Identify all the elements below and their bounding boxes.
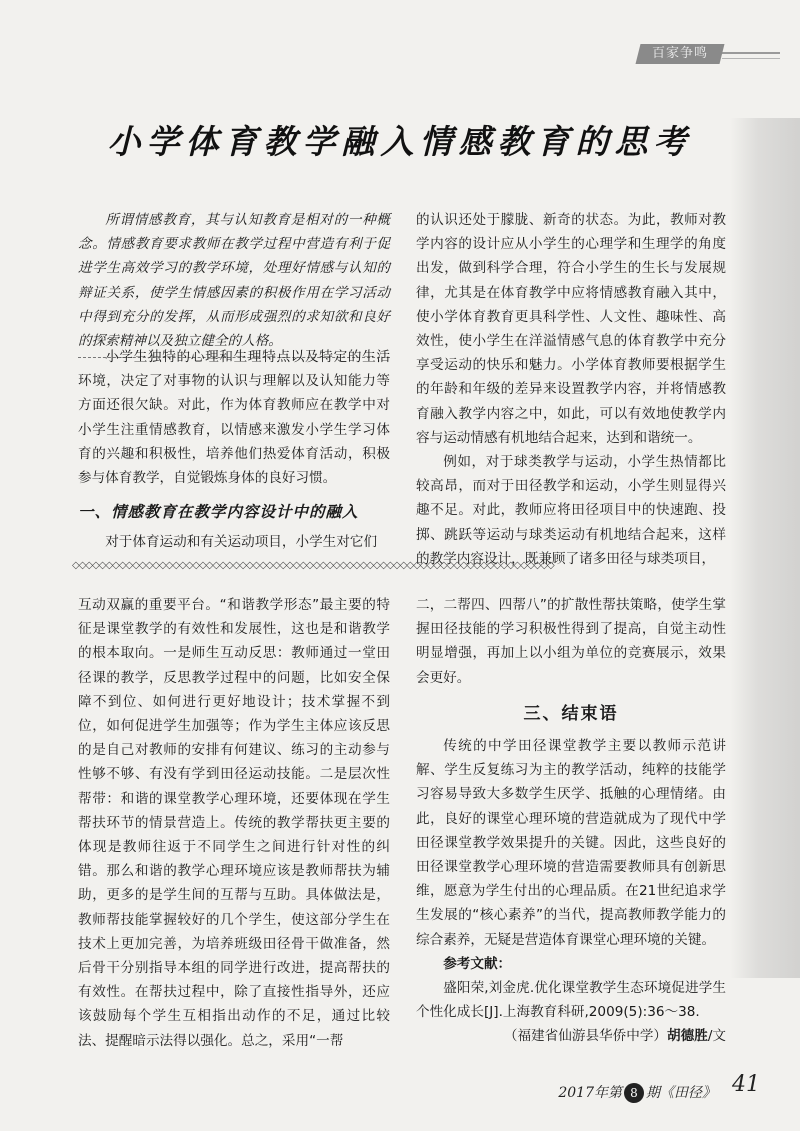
section-1-paragraph: 对于体育运动和有关运动项目，小学生对它们 <box>105 534 378 551</box>
page-number: 41 <box>732 1072 760 1097</box>
right-top-paragraph-1: 的认识还处于朦胧、新奇的状态。为此，教师对教学内容的设计应从小学生的心理学和生理学的角度出发，做到科学合理，符合小学生的生长与发展规律，尤其是在体育教学中应将情感教育融入其中，使小学体育教育更具科学性、人文性、趣味性、高效性，使小学生在洋溢情感气息的体育教学中充分享受运动的快乐和魅力。小学体育教师要根据学生的年龄和年级的差异来设置教学内容，并将情感教育融入教学内容之中，如此，可以有效地使教学内容与运动情感有机地结合起来，达到和谐统一。 <box>416 212 726 446</box>
issue-number-badge: 8 <box>624 1083 644 1103</box>
left-column-top <box>78 208 390 364</box>
right-column-bottom <box>416 593 726 1049</box>
right-bottom-paragraph-1: 二，二帮四、四帮八”的扩散性帮扶策略，使学生掌握田径技能的学习积极性得到了提高，自觉主动性明显增强，再加上以小组为单位的竞赛展示，效果会更好。 <box>416 597 726 686</box>
conclusion-paragraph: 传统的中学田径课堂教学主要以教师示范讲解、学生反复练习为主的教学活动，纯粹的技能学习容易导致大多数学生厌学、抵触的心理情绪。由此，良好的课堂心理环境的营造就成为了现代中学田径课堂教学效果提升的关键。因此，这些良好的田径课堂教学心理环境的营造需要教师具有创新思维，愿意为学生付出的心理品质。在21世纪追求学生发展的“核心素养”的当代，提高教师教学能力的综合素养，无疑是营造体育课堂心理环境的关键。 <box>416 738 726 948</box>
reference-item: 盛阳荣,刘金虎.优化课堂教学生态环境促进学生个性化成长[J].上海教育科研,2009(5):36～38. <box>416 980 726 1021</box>
author-suffix: /文 <box>707 1028 726 1045</box>
right-column-top <box>416 208 726 571</box>
abstract-paragraph: 所谓情感教育，其与认知教育是相对的一种概念。情感教育要求教师在教学过程中营造有利于促进学生高效学习的教学环境，处理好情感与认知的辩证关系，使学生情感因素的积极作用在学习活动中得到充分的发挥，从而形成强烈的求知欲和良好的探索精神以及独立健全的人格。 <box>78 212 390 350</box>
conclusion-heading: 三、结束语 <box>523 703 619 724</box>
diamond-divider: ◇◇◇◇◇◇◇◇◇◇◇◇◇◇◇◇◇◇◇◇◇◇◇◇◇◇◇◇◇◇◇◇◇◇◇◇◇◇◇◇◇◇◇◇◇◇◇◇◇◇◇◇◇◇◇◇◇◇◇◇◇◇◇◇◇◇◇◇◇◇◇◇ <box>72 561 554 571</box>
references-heading: 参考文献： <box>443 955 512 972</box>
intro-paragraph: 小学生独特的心理和生理特点以及特定的生活环境，决定了对事物的认识与理解以及认知能力等方面还很欠缺。对此，作为体育教师应在教学中对小学生注重情感教育，以情感来激发小学生学习体育的兴趣和积极性，培养他们热爱体育活动，积极参与体育教学，自觉锻炼身体的良好习惯。 <box>78 349 390 487</box>
article-title: 小学体育教学融入情感教育的思考 <box>107 122 693 161</box>
journal-issue-line <box>558 1082 716 1103</box>
issue-year: 2017年第 <box>558 1085 622 1101</box>
header-rule <box>722 52 780 59</box>
section-1-heading: 一、情感教育在教学内容设计中的融入 <box>78 502 359 522</box>
journal-name: 期《田径》 <box>646 1085 716 1101</box>
left-column-body <box>78 345 390 555</box>
section-tag: 百家争鸣 <box>635 44 724 64</box>
decorative-side-strip <box>730 118 800 978</box>
author-name: 胡德胜 <box>667 1028 708 1045</box>
right-top-paragraph-2: 例如，对于球类教学与运动，小学生热情都比较高昂，而对于田径教学和运动，小学生则显得兴趣不足。对此，教师应将田径项目中的快速跑、投掷、跳跃等运动与球类运动有机地结合起来，这样的教学内容设计，既兼顾了诸多田径与球类项目， <box>416 454 726 567</box>
left-bottom-paragraph: 互动双赢的重要平台。“和谐教学形态”最主要的特征是课堂教学的有效性和发展性，这也是和谐教学的根本取向。一是师生互动反思：教师通过一堂田径课的教学，反思教学过程中的问题，比如安全保障不到位、如何进行更好地设计；技术掌握不到位，如何促进学生加强等；作为学生主体应该反思的是自己对教师的安排有何建议、练习的主动参与性够不够、有没有学到田径运动技能。二是层次性帮带：和谐的课堂教学心理环境，还要体现在学生帮扶环节的情景营造上。传统的教学帮扶更主要的体现是教师往返于不同学生之间进行针对性的纠错。那么和谐的教学心理环境应该是教师帮扶为辅助，更多的是学生间的互帮与互助。具体做法是，教师帮技能掌握较好的几个学生，使这部分学生在技术上更加完善，为培养班级田径骨干做准备，然后骨干分别指导本组的同学进行改进，提高帮扶的有效性。在帮扶过程中，除了直接性指导外，还应该鼓励每个学生互相指出动作的不足，通过比较法、提醒暗示法得以强化。总之，采用“一帮 <box>78 597 390 1049</box>
author-line <box>416 1024 726 1048</box>
affiliation: （福建省仙游县华侨中学） <box>503 1028 668 1045</box>
left-column-bottom <box>78 593 390 1053</box>
